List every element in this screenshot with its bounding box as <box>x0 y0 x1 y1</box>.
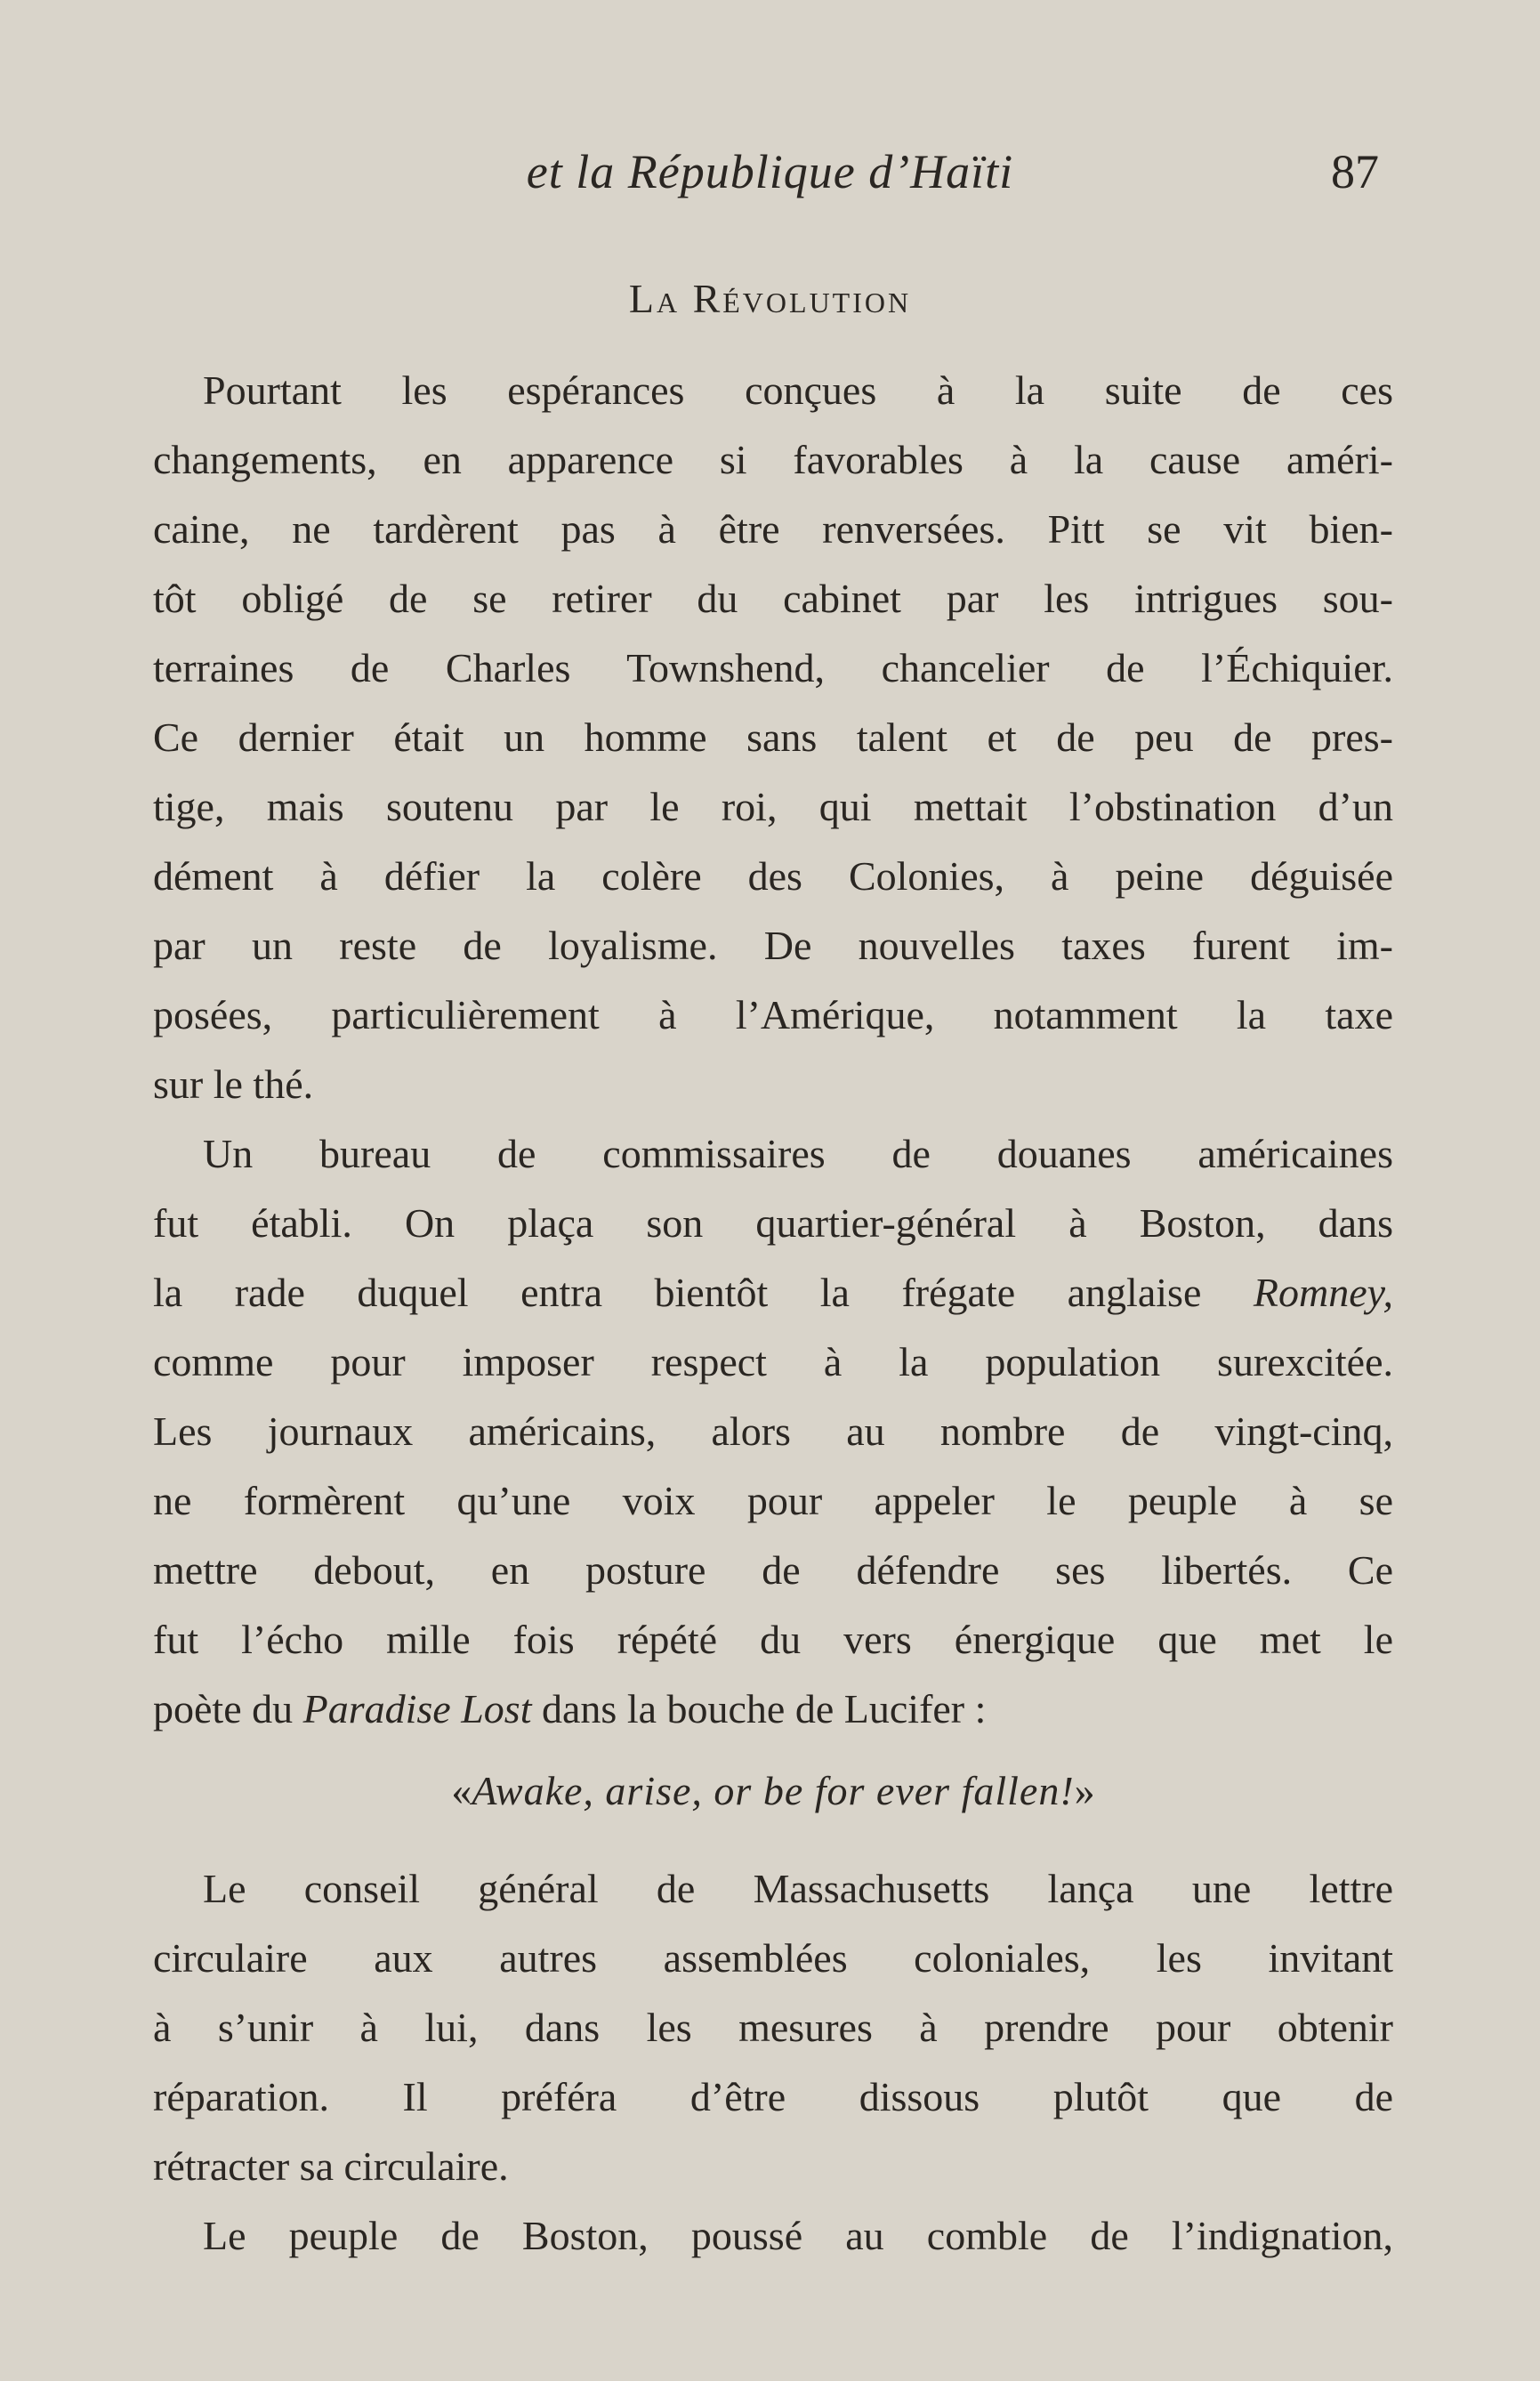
section-title: La Révolution <box>628 276 912 321</box>
spacer <box>153 1826 1393 1854</box>
text-line: changements, en apparence si favorables à la cause améri- <box>153 437 1393 482</box>
text-line: sur le thé. <box>153 1061 314 1107</box>
text-line: Les journaux américains, alors au nombre de vingt-cinq, <box>153 1408 1393 1454</box>
quote-open: « <box>451 1768 472 1813</box>
text-line: dément à défier la colère des Colonies, à peine déguisée <box>153 853 1393 899</box>
text-line: terraines de Charles Townshend, chancelier de l’Échiquier. <box>153 645 1393 690</box>
text-line: fut l’écho mille fois répété du vers énergique que met le <box>153 1617 1393 1662</box>
running-head <box>0 141 1540 203</box>
text-line: ne formèrent qu’une voix pour appeler le peuple à se <box>153 1478 1393 1523</box>
ship-name: Romney, <box>1253 1270 1393 1315</box>
work-title: Paradise Lost <box>302 1686 532 1731</box>
text-line: caine, ne tardèrent pas à être renversées. Pitt se vit bien- <box>153 506 1393 552</box>
text-line: Ce dernier était un homme sans talent et de peu de pres- <box>153 714 1393 760</box>
text-line: par un reste de loyalisme. De nouvelles taxes furent im- <box>153 923 1393 968</box>
quotation <box>153 1756 1393 1826</box>
text-line: tige, mais soutenu par le roi, qui mettait l’obstination d’un <box>153 784 1393 829</box>
text-line: Un bureau de commissaires de douanes américaines <box>203 1131 1393 1176</box>
text-line: fut établi. On plaça son quartier-général à Boston, dans <box>153 1200 1393 1246</box>
text-segment: poète du <box>153 1686 294 1731</box>
text-line: tôt obligé de se retirer du cabinet par les intrigues sou- <box>153 576 1393 621</box>
text-line: Le conseil général de Massachusetts lança une lettre <box>203 1866 1393 1911</box>
text-segment: la rade duquel entra bientôt la frégate anglaise <box>153 1270 1202 1315</box>
running-title: et la République d’Haïti <box>526 145 1014 198</box>
text-line: Le peuple de Boston, poussé au comble de l’indignation, <box>203 2213 1393 2258</box>
text-line <box>153 1675 1393 1744</box>
text-line: circulaire aux autres assemblées coloniales, les invitant <box>153 1935 1393 1981</box>
body-text <box>153 356 1393 2271</box>
text-line: mettre debout, en posture de défendre ses libertés. Ce <box>153 1547 1393 1593</box>
text-segment: dans la bouche de Lucifer : <box>542 1686 987 1731</box>
text-line: réparation. Il préféra d’être dissous plutôt que de <box>153 2074 1393 2119</box>
quote-text: Awake, arise, or be for ever fallen! <box>472 1768 1075 1813</box>
page-number: 87 <box>1331 145 1379 198</box>
text-line <box>153 1258 1393 1328</box>
spacer <box>153 1744 1393 1756</box>
text-line: Pourtant les espérances conçues à la suite de ces <box>203 367 1393 413</box>
text-line: comme pour imposer respect à la population surexcitée. <box>153 1339 1393 1384</box>
text-line: posées, particulièrement à l’Amérique, notamment la taxe <box>153 992 1393 1037</box>
text-line: rétracter sa circulaire. <box>153 2143 509 2189</box>
quote-close: » <box>1074 1768 1095 1813</box>
text-line: à s’unir à lui, dans les mesures à prendre pour obtenir <box>153 2005 1393 2050</box>
